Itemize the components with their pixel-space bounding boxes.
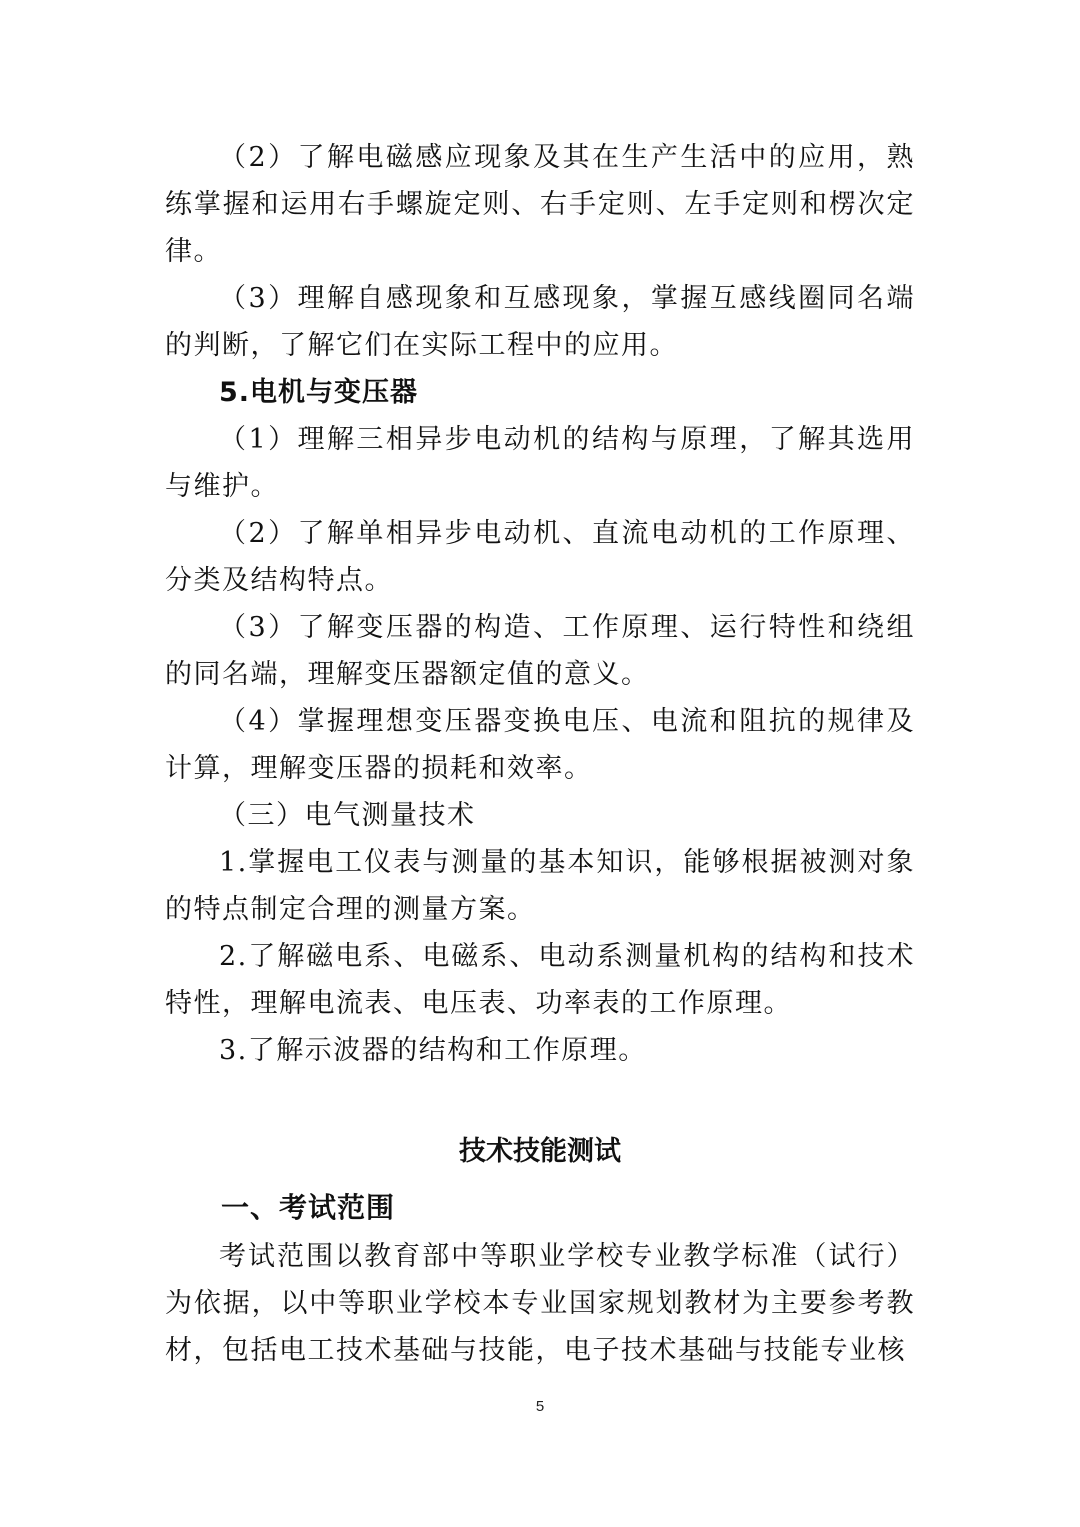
paragraph-ideal-transformer: （4）掌握理想变压器变换电压、电流和阻抗的规律及计算，理解变压器的损耗和效率。 [165,706,915,784]
paragraph-single-phase-dc-motor: （2）了解单相异步电动机、直流电动机的工作原理、分类及结构特点。 [165,518,915,596]
heading-exam-scope: 一、考试范围 [221,1191,396,1224]
paragraph-measuring-mechanisms: 2.了解磁电系、电磁系、电动系测量机构的结构和技术特性，理解电流表、电压表、功率表的工作原理。 [165,941,915,1019]
paragraph-self-mutual-inductance: （3）理解自感现象和互感现象，掌握互感线圈同名端的判断，了解它们在实际工程中的应用。 [165,283,915,361]
paragraph-exam-scope: 考试范围以教育部中等职业学校专业教学标准（试行）为依据，以中等职业学校本专业国家规划教材为主要参考教材，包括电工技术基础与技能，电子技术基础与技能专业核 [165,1241,915,1366]
heading-electrical-measurement: （三）电气测量技术 [219,800,476,831]
page-number: 5 [535,1398,545,1415]
paragraph-electromagnetic-induction: （2）了解电磁感应现象及其在生产生活中的应用，熟练掌握和运用右手螺旋定则、右手定则、左手定则和楞次定律。 [165,142,915,267]
paragraph-oscilloscope: 3.了解示波器的结构和工作原理。 [219,1035,647,1066]
section-title-skills-test: 技术技能测试 [459,1136,621,1167]
paragraph-measurement-basics: 1.掌握电工仪表与测量的基本知识，能够根据被测对象的特点制定合理的测量方案。 [165,847,915,925]
paragraph-transformer-construction: （3）了解变压器的构造、工作原理、运行特性和绕组的同名端，理解变压器额定值的意义。 [165,612,915,690]
document-body [165,134,915,1374]
paragraph-three-phase-motor: （1）理解三相异步电动机的结构与原理，了解其选用与维护。 [165,424,915,502]
heading-motor-transformer: 5.电机与变压器 [219,377,419,408]
